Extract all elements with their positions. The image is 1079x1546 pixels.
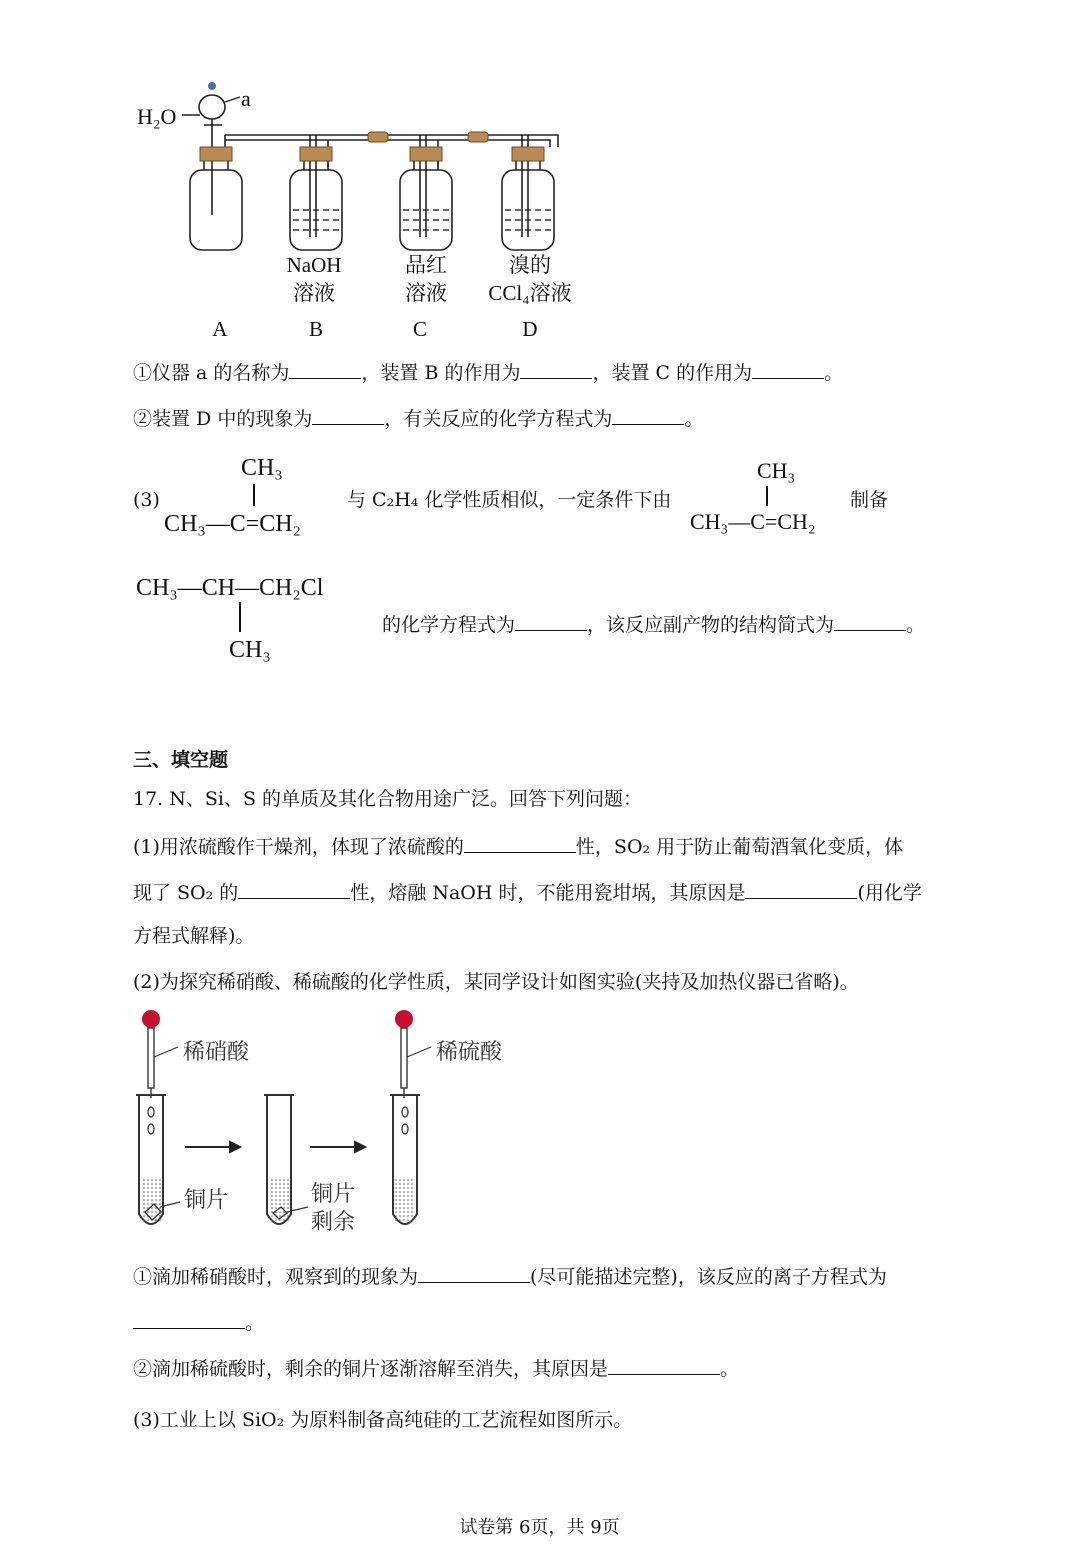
funnel-label: a <box>241 86 251 111</box>
bottle-b-label-2: 溶液 <box>293 281 335 305</box>
label-dilute-sulfuric: 稀硫酸 <box>436 1040 503 1065</box>
label-copper: 铜片 <box>184 1188 229 1213</box>
answer-blank[interactable] <box>418 1262 530 1283</box>
question-line-2 <box>133 404 703 431</box>
p2-q1-line-2 <box>133 1308 264 1335</box>
answer-blank[interactable] <box>608 1354 720 1375</box>
page-footer: 试卷第 6页，共 9页 <box>459 1517 620 1538</box>
p2-q1-text-a: ①滴加稀硝酸时，观察到的现象为 <box>133 1266 419 1288</box>
formula1-top: CH₃ <box>241 455 283 481</box>
part3-text-d: ，该反应副产物的结构简式为 <box>587 614 835 636</box>
section-heading: 三、填空题 <box>133 749 229 771</box>
q2-text-c: 。 <box>684 408 704 430</box>
letter-c: C <box>412 317 427 341</box>
formula3-bond <box>239 602 241 632</box>
p1-text-a: (1)用浓硫酸作干燥剂，体现了浓硫酸的 <box>133 836 464 858</box>
part3-number: (3) <box>133 489 160 511</box>
answer-blank[interactable] <box>312 404 384 425</box>
q2-text-b: ，有关反应的化学方程式为 <box>384 408 613 430</box>
q17-stem: 17. N、Si、S 的单质及其化合物用途广泛。回答下列问题： <box>133 788 643 810</box>
q1-text-c: ，装置 C 的作用为 <box>592 362 753 384</box>
bottle-c-label-1: 品红 <box>405 253 447 277</box>
letter-a: A <box>212 317 228 341</box>
p3-intro: (3)工业上以 SiO₂ 为原料制备高纯硅的工艺流程如图所示。 <box>133 1409 633 1431</box>
bottle-b-label-1: NaOH <box>286 253 342 277</box>
question-line-1 <box>133 358 843 385</box>
bottle-d-label-1: 溴的 <box>509 253 551 277</box>
answer-blank[interactable] <box>238 878 350 899</box>
answer-blank[interactable] <box>133 1308 245 1329</box>
letter-b: B <box>308 317 323 341</box>
label-dilute-nitric: 稀硝酸 <box>183 1040 250 1065</box>
letter-d: D <box>522 317 538 341</box>
p2-intro: (2)为探究稀硝酸、稀硫酸的化学性质，某同学设计如图实验(夹持及加热仪器已省略)。 <box>133 971 859 993</box>
part3-text-e: 。 <box>906 614 926 636</box>
p2-q2-line <box>133 1354 739 1381</box>
q1-text-a: ①仪器 a 的名称为 <box>133 362 290 384</box>
part3-text-a: 与 C₂H₄ 化学性质相似，一定条件下由 <box>347 489 672 511</box>
p2-q1-line <box>133 1262 887 1289</box>
formula3-main: CH₃—CH—CH₂Cl <box>136 575 324 601</box>
answer-blank[interactable] <box>289 358 361 379</box>
gas-apparatus-figure <box>130 75 590 255</box>
formula3-bottom: CH₃ <box>229 637 271 663</box>
formula1-bond <box>253 484 255 506</box>
dropper-left <box>142 1010 178 1098</box>
p1-text-b: 性，SO₂ 用于防止葡萄酒氧化变质，体 <box>575 836 904 858</box>
label-copper-remain-1: 铜片 <box>311 1182 356 1207</box>
formula1-main: CH₃—C=CH₂ <box>164 511 301 537</box>
q2-text-a: ②装置 D 中的现象为 <box>133 408 313 430</box>
answer-blank[interactable] <box>464 832 576 853</box>
p2-q2-text-a: ②滴加稀硫酸时，剩余的铜片逐渐溶解至消失，其原因是 <box>133 1358 609 1380</box>
formula2-bond <box>766 486 768 506</box>
bottle-d-label-2: CCl₄溶液 <box>488 281 572 305</box>
p2-q1-text-c: 。 <box>245 1312 265 1334</box>
label-copper-remain-2: 剩余 <box>311 1210 356 1235</box>
p2-q1-text-b: (尽可能描述完整)，该反应的离子方程式为 <box>530 1266 887 1288</box>
answer-blank[interactable] <box>834 610 906 631</box>
answer-blank[interactable] <box>752 358 824 379</box>
p1-text-d: 性，熔融 NaOH 时，不能用瓷坩埚，其原因是 <box>350 882 746 904</box>
q1-text-d: 。 <box>824 362 844 384</box>
formula2-top: CH₃ <box>757 458 796 483</box>
formula2-main: CH₃—C=CH₂ <box>690 509 816 534</box>
p1-text-e: (用化学 <box>857 882 922 904</box>
part3-text-b: 制备 <box>850 489 889 511</box>
answer-blank[interactable] <box>515 610 587 631</box>
answer-blank[interactable] <box>612 404 684 425</box>
answer-blank[interactable] <box>520 358 592 379</box>
p1-line-3: 方程式解释)。 <box>133 925 255 947</box>
part3-text-c: 的化学方程式为 <box>382 614 516 636</box>
p1-text-c: 现了 SO₂ 的 <box>133 882 239 904</box>
part3-line <box>382 610 925 637</box>
bottle-c-label-2: 溶液 <box>405 281 447 305</box>
q1-text-b: ，装置 B 的作用为 <box>361 362 521 384</box>
answer-blank[interactable] <box>745 878 857 899</box>
p1-line-2 <box>133 878 922 905</box>
dropper-right <box>395 1010 431 1098</box>
p2-q2-text-b: 。 <box>720 1358 740 1380</box>
p1-line-1 <box>133 832 903 859</box>
water-label: H₂O <box>137 104 177 129</box>
